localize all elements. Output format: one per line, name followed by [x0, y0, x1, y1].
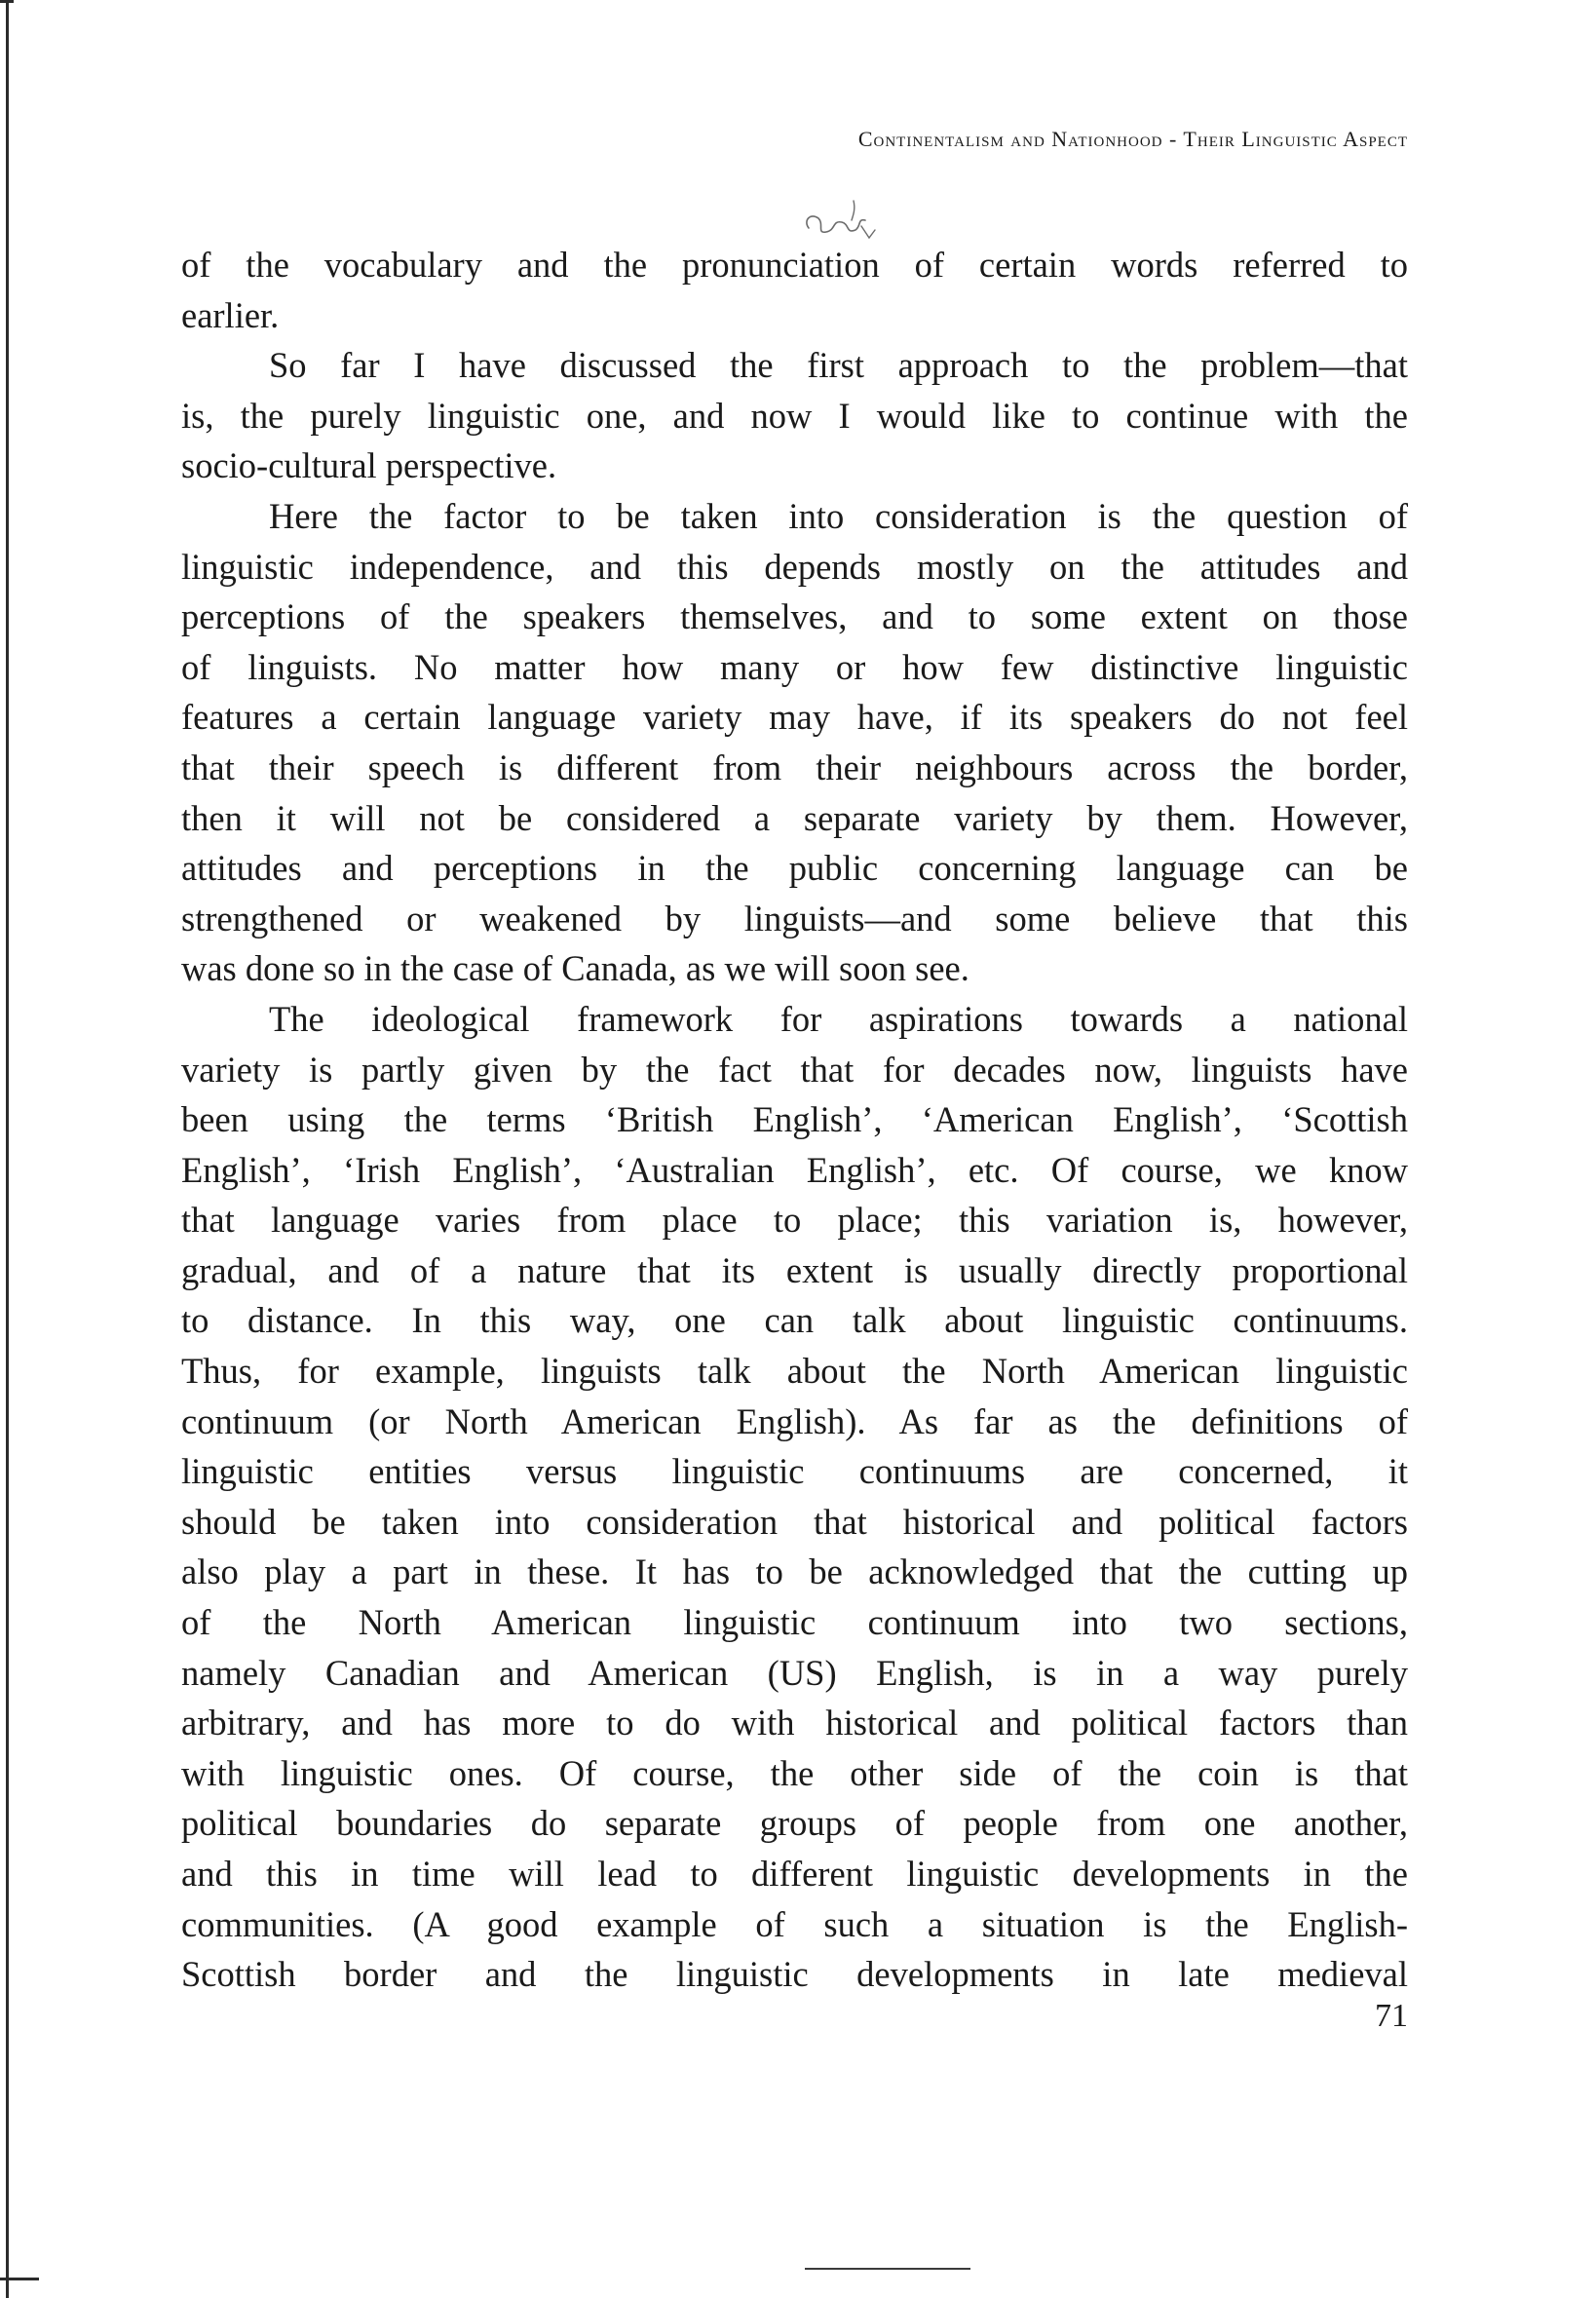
body-text [181, 240, 1408, 2000]
text-line: socio-cultural perspective. [181, 445, 557, 486]
text-line: is, the purely linguistic one, and now I would like to continue with the [181, 395, 1408, 436]
text-line: then it will not be considered a separate variety by them. However, [181, 797, 1408, 838]
page-edge-tick-top [0, 0, 14, 3]
text-line: Scottish border and the linguistic developments in late medieval [181, 1954, 1408, 1995]
page-edge-tick-bottom [0, 2278, 39, 2280]
text-line: gradual, and of a nature that its extent is usually directly proportional [181, 1249, 1408, 1290]
text-line: political boundaries do separate groups of people from one another, [181, 1803, 1408, 1844]
text-line: continuum (or North American English). As far as the definitions of [181, 1400, 1408, 1441]
text-line: perceptions of the speakers themselves, and to some extent on those [181, 596, 1408, 637]
text-line: Thus, for example, linguists talk about the North American linguistic [181, 1351, 1408, 1392]
text-line: to distance. In this way, one can talk about linguistic continuums. [181, 1300, 1408, 1341]
text-line: with linguistic ones. Of course, the other side of the coin is that [181, 1752, 1408, 1793]
text-line: attitudes and perceptions in the public concerning language can be [181, 848, 1408, 889]
text-line: linguistic independence, and this depends mostly on the attitudes and [181, 546, 1408, 587]
text-line: variety is partly given by the fact that for decades now, linguists have [181, 1049, 1408, 1090]
text-line: features a certain language variety may have, if its speakers do not feel [181, 697, 1408, 738]
text-line: that their speech is different from their neighbours across the border, [181, 747, 1408, 787]
text-line: also play a part in these. It has to be acknowledged that the cutting up [181, 1551, 1408, 1592]
text-line: been using the terms ‘British English’, ‘American English’, ‘Scottish [181, 1099, 1408, 1140]
text-line: communities. (A good example of such a situation is the English- [181, 1903, 1408, 1944]
text-line: So far I have discussed the first approach to the problem—that [269, 345, 1408, 386]
text-line: of the vocabulary and the pronunciation of certain words referred to [181, 245, 1408, 285]
text-line: namely Canadian and American (US) English, is in a way purely [181, 1652, 1408, 1693]
running-head: Continentalism and Nationhood - Their Linguistic Aspect [857, 127, 1408, 151]
text-line: and this in time will lead to different linguistic developments in the [181, 1854, 1408, 1894]
text-line: English’, ‘Irish English’, ‘Australian English’, etc. Of course, we know [181, 1149, 1408, 1190]
page-number: 71 [1375, 1998, 1408, 2034]
bottom-rule [805, 2268, 970, 2270]
text-line: earlier. [181, 294, 280, 335]
text-line: Here the factor to be taken into consideration is the question of [269, 495, 1408, 536]
text-line: of the North American linguistic continuum into two sections, [181, 1602, 1408, 1643]
text-line: of linguists. No matter how many or how few distinctive linguistic [181, 646, 1408, 687]
text-line: strengthened or weakened by linguists—and some believe that this [181, 898, 1408, 938]
text-line: arbitrary, and has more to do with historical and political factors than [181, 1703, 1408, 1743]
page-edge-line [6, 0, 9, 2298]
text-line: linguistic entities versus linguistic continuums are concerned, it [181, 1451, 1408, 1492]
text-line: should be taken into consideration that historical and political factors [181, 1501, 1408, 1542]
text-line: that language varies from place to place; this variation is, however, [181, 1200, 1408, 1241]
text-line: The ideological framework for aspirations towards a national [269, 998, 1408, 1039]
text-line: was done so in the case of Canada, as we will soon see. [181, 948, 969, 989]
